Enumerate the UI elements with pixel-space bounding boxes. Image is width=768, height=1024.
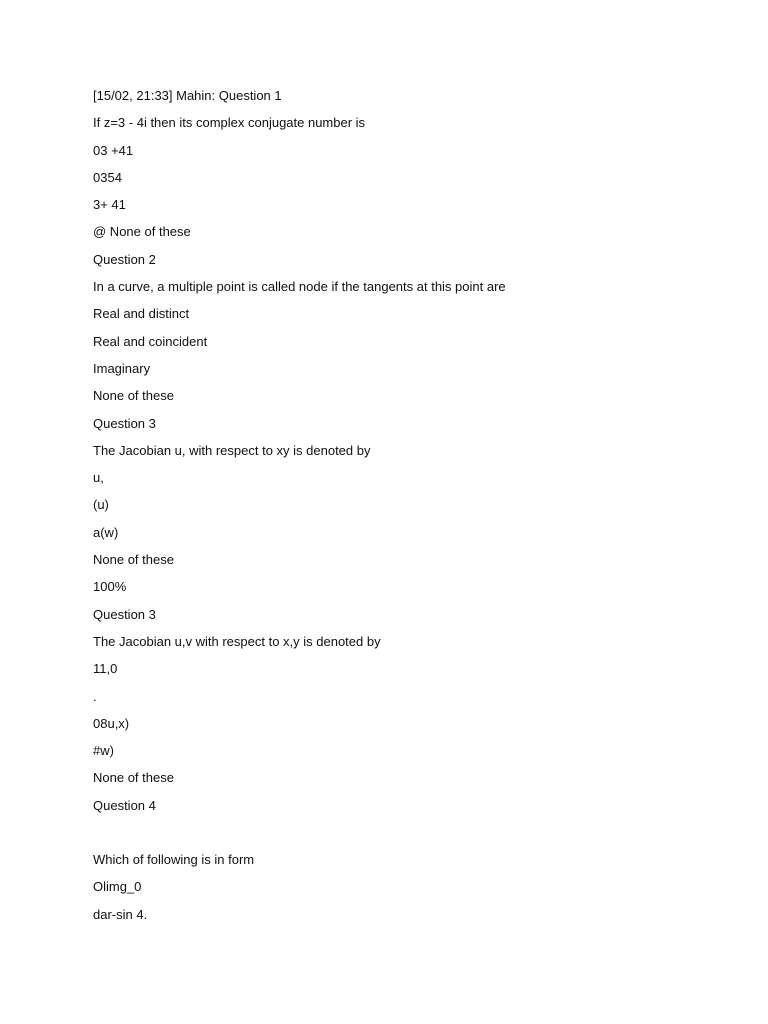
question-1-option-2: 0354 — [93, 169, 122, 185]
question-3b-option-1: 11,0 — [93, 661, 118, 677]
question-1-option-1: 03 +41 — [93, 142, 134, 158]
question-3-heading: Question 3 — [93, 415, 156, 431]
question-2-heading: Question 2 — [93, 251, 156, 267]
question-2-text: In a curve, a multiple point is called node if the tangents at this point are — [93, 279, 506, 295]
score-percentage: 100% — [93, 579, 127, 595]
question-3-option-3: a(w) — [93, 524, 119, 540]
question-3b-text: The Jacobian u,v with respect to x,y is denoted by — [93, 633, 381, 649]
question-4-option-2: dar-sin 4. — [93, 906, 148, 922]
question-3b-option-3: 08u,x) — [93, 715, 130, 731]
question-3b-option-4: #w) — [93, 743, 114, 759]
question-4-option-1: Olimg_0 — [93, 879, 142, 895]
message-header: [15/02, 21:33] Mahin: Question 1 — [93, 88, 282, 103]
question-2-option-4: None of these — [93, 388, 174, 404]
question-3-option-1: u, — [93, 470, 104, 486]
question-3b-option-2: . — [93, 688, 97, 704]
question-1-option-4: @ None of these — [93, 224, 191, 240]
question-1-option-3: 3+ 41 — [93, 197, 126, 213]
question-4-text: Which of following is in form — [93, 852, 255, 868]
question-2-option-1: Real and distinct — [93, 306, 190, 322]
document-body — [93, 87, 713, 933]
question-2-option-3: Imaginary — [93, 360, 151, 376]
blank-line — [93, 824, 713, 851]
question-3-option-4: None of these — [93, 552, 174, 568]
question-3b-option-5: None of these — [93, 770, 174, 786]
question-3-text: The Jacobian u, with respect to xy is denoted by — [93, 442, 371, 458]
question-2-option-2: Real and coincident — [93, 333, 208, 349]
question-3-option-2: (u) — [93, 497, 109, 513]
question-3b-heading: Question 3 — [93, 606, 156, 622]
question-1-text: If z=3 - 4i then its complex conjugate number is — [93, 115, 366, 131]
question-4-heading: Question 4 — [93, 797, 156, 813]
